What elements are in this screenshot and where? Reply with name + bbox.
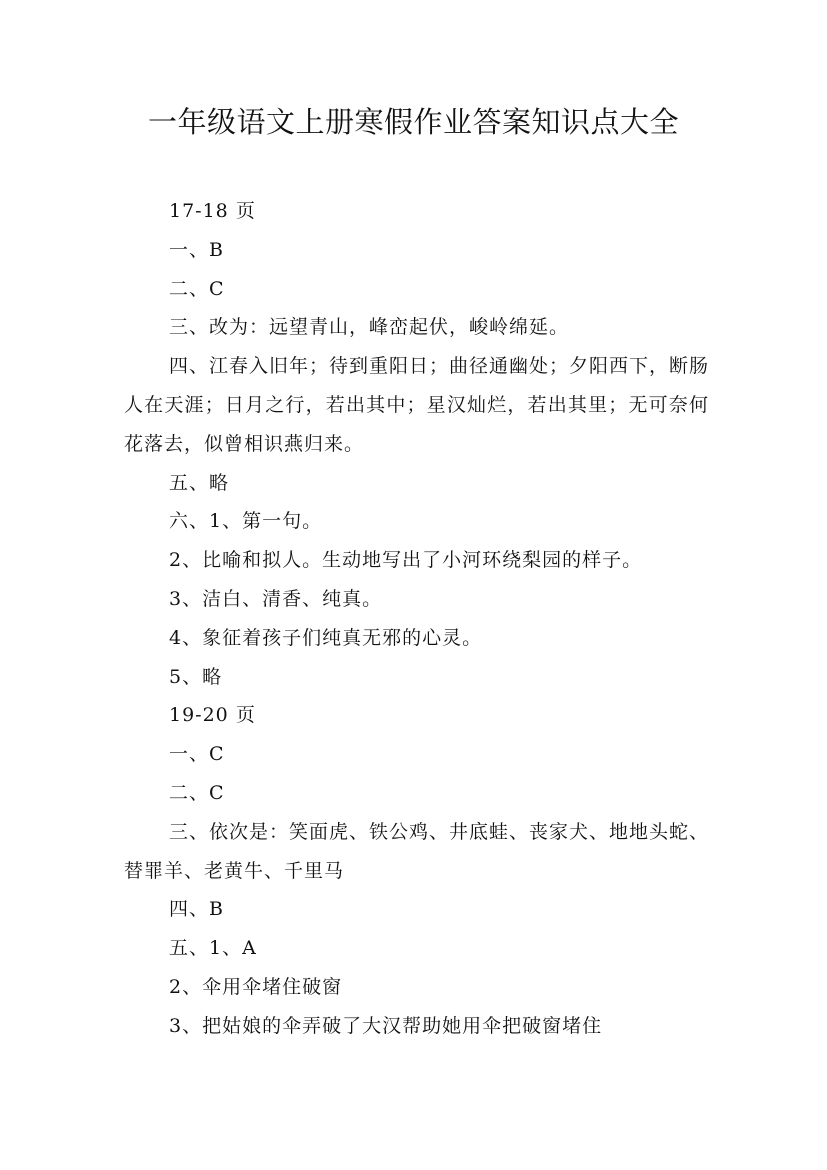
paragraph-answer-4: 四、江春入旧年；待到重阳日；曲径通幽处；夕阳西下，断肠人在天涯；日月之行，若出其中；星汉灿烂，若出其里；无可奈何花落去，似曾相识燕归来。: [124, 355, 710, 455]
paragraph-answer-6-5: 5、略: [169, 665, 223, 688]
paragraph-answer-6-4: 4、象征着孩子们纯真无邪的心灵。: [169, 626, 483, 649]
paragraph-answer-1: 一、B: [169, 238, 224, 261]
paragraph-answer-3: 三、改为：远望青山，峰峦起伏，峻岭绵延。: [169, 316, 570, 339]
paragraph-page-19-20: 19-20 页: [169, 704, 256, 727]
paragraph-answer-b5-3: 3、把姑娘的伞弄破了大汉帮助她用伞把破窗堵住: [169, 1014, 603, 1037]
document-title: 一年级语文上册寒假作业答案知识点大全: [147, 105, 679, 139]
paragraph-answer-5: 五、略: [169, 471, 230, 494]
paragraph-answer-2: 二、C: [169, 277, 225, 300]
paragraph-page-17-18: 17-18 页: [169, 200, 256, 222]
paragraph-answer-b1: 一、C: [169, 743, 225, 766]
document-body: [124, 192, 709, 1046]
paragraph-answer-6-2: 2、比喻和拟人。生动地写出了小河环绕梨园的样子。: [169, 549, 643, 572]
paragraph-answer-6-3: 3、洁白、清香、纯真。: [169, 587, 383, 610]
paragraph-answer-b3: 三、依次是：笑面虎、铁公鸡、井底蛙、丧家犬、地地头蛇、替罪羊、老黄牛、千里马: [124, 820, 710, 882]
paragraph-answer-b4: 四、B: [169, 898, 224, 921]
paragraph-answer-b5-2: 2、伞用伞堵住破窗: [169, 975, 343, 998]
paragraph-answer-b2: 二、C: [169, 781, 225, 804]
paragraph-answer-6-1: 六、1、第一句。: [169, 510, 323, 533]
paragraph-answer-b5-1: 五、1、A: [169, 937, 257, 960]
